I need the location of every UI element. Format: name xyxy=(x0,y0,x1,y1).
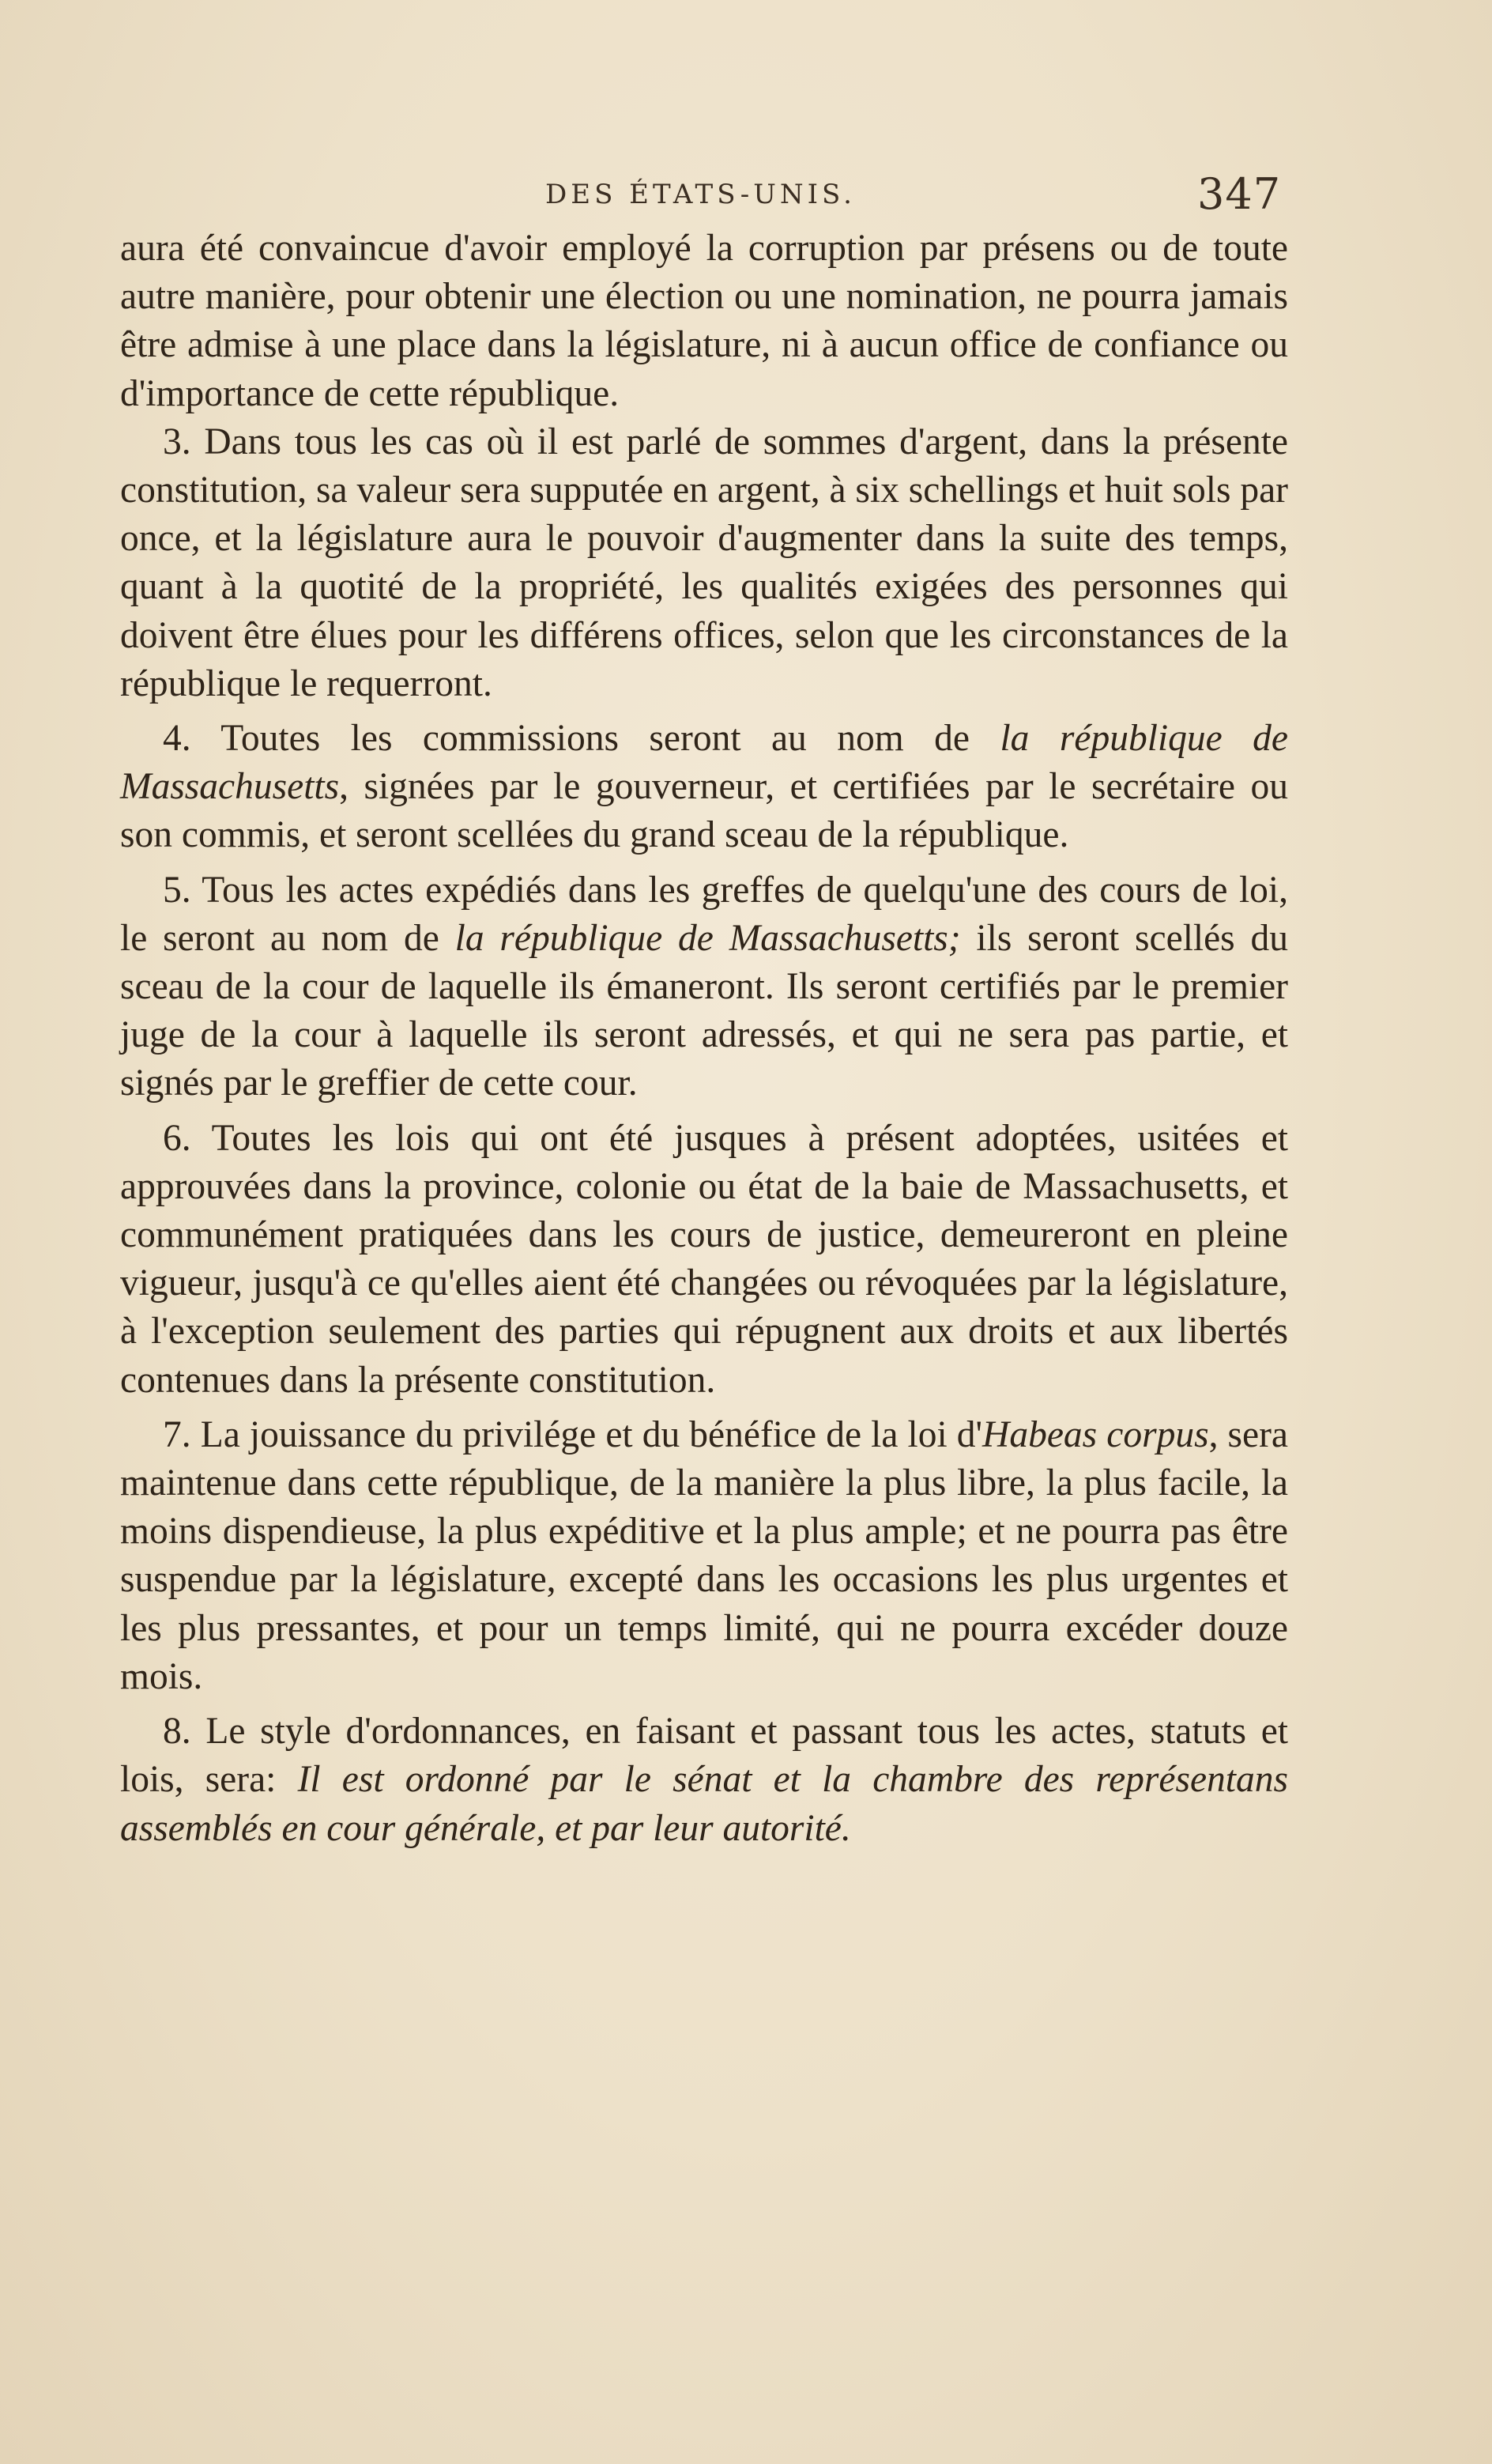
body-text xyxy=(120,225,1288,1853)
text-run: 3. Dans tous les cas où il est parlé de sommes d'argent, dans la présente constitution, sa valeur sera supputée en argent, à six schellings et huit sols par once, et la législature aura le pouvoir d'augmenter dans la suite des temps, quant à la quotité de la propriété, les qualités exigées des personnes qui doivent être élues pour les différens offices, selon que les circonstances de la république le requerront. xyxy=(120,421,1288,704)
paragraph-article-3 xyxy=(120,418,1288,708)
running-head xyxy=(0,169,1492,223)
text-run: , signées par le gouverneur, et certifiées par le secrétaire ou son commis, et seront scellées du grand sceau de la république. xyxy=(120,766,1288,856)
text-run: 8. Le style d'ordonnances, en faisant et passant tous les actes, statuts et lois, sera: xyxy=(120,1711,1288,1801)
italic-text-run: la république de Massachusetts xyxy=(120,718,1288,808)
page-number: 347 xyxy=(1197,169,1282,219)
italic-text-run: Habeas corpus xyxy=(982,1413,1209,1455)
text-run: 5. Tous les actes expédiés dans les greffes de quelqu'une des cours de loi, le seront au nom de xyxy=(120,869,1288,959)
text-run: 4. Toutes les commissions seront au nom de xyxy=(163,718,1000,760)
text-run: , sera maintenue dans cette république, de la manière la plus libre, la plus facile, la moins dispendieuse, la plus expéditive et la plus ample; et ne pourra pas être suspendue par la législature, excepté dans les occasions les plus urgentes et les plus pressantes, et pour un temps limité, qui ne pourra excéder douze mois. xyxy=(120,1413,1288,1697)
text-run: ils seront scellés du sceau de la cour de laquelle ils émaneront. Ils seront certifiés par le premier juge de la cour à laquelle ils seront adressés, et qui ne sera pas partie, et signés par le greffier de cette cour. xyxy=(120,917,1288,1104)
paragraph-article-5 xyxy=(120,866,1288,1108)
paragraph-article-4 xyxy=(120,715,1288,860)
paragraph-continued xyxy=(120,225,1288,418)
text-run: 7. La jouissance du privilége et du bénéfice de la loi d' xyxy=(163,1413,983,1455)
text-run: aura été convaincue d'avoir employé la corruption par présens ou de toute autre manière, pour obtenir une élection ou une nomination, ne pourra jamais être admise à une place dans la législature, ni à aucun office de confiance ou d'importance de cette république. xyxy=(120,228,1288,414)
italic-text-run: Il est ordonné par le sénat et la chambre des représentans assemblés en cour générale, et par leur autorité. xyxy=(120,1759,1288,1849)
paragraph-article-7 xyxy=(120,1411,1288,1701)
paragraph-article-8 xyxy=(120,1707,1288,1853)
italic-text-run: la république de Massachusetts; xyxy=(454,917,961,959)
paragraph-article-6 xyxy=(120,1115,1288,1405)
running-title: DES ÉTATS-UNIS. xyxy=(545,179,856,210)
text-run: 6. Toutes les lois qui ont été jusques à présent adoptées, usitées et approuvées dans la province, colonie ou état de la baie de Massachusetts, et communément pratiquées dans les cours de justice, demeureront en pleine vigueur, jusqu'à ce qu'elles aient été changées ou révoquées par la législature, à l'exception seulement des parties qui répugnent aux droits et aux libertés contenues dans la présente constitution. xyxy=(120,1117,1288,1401)
